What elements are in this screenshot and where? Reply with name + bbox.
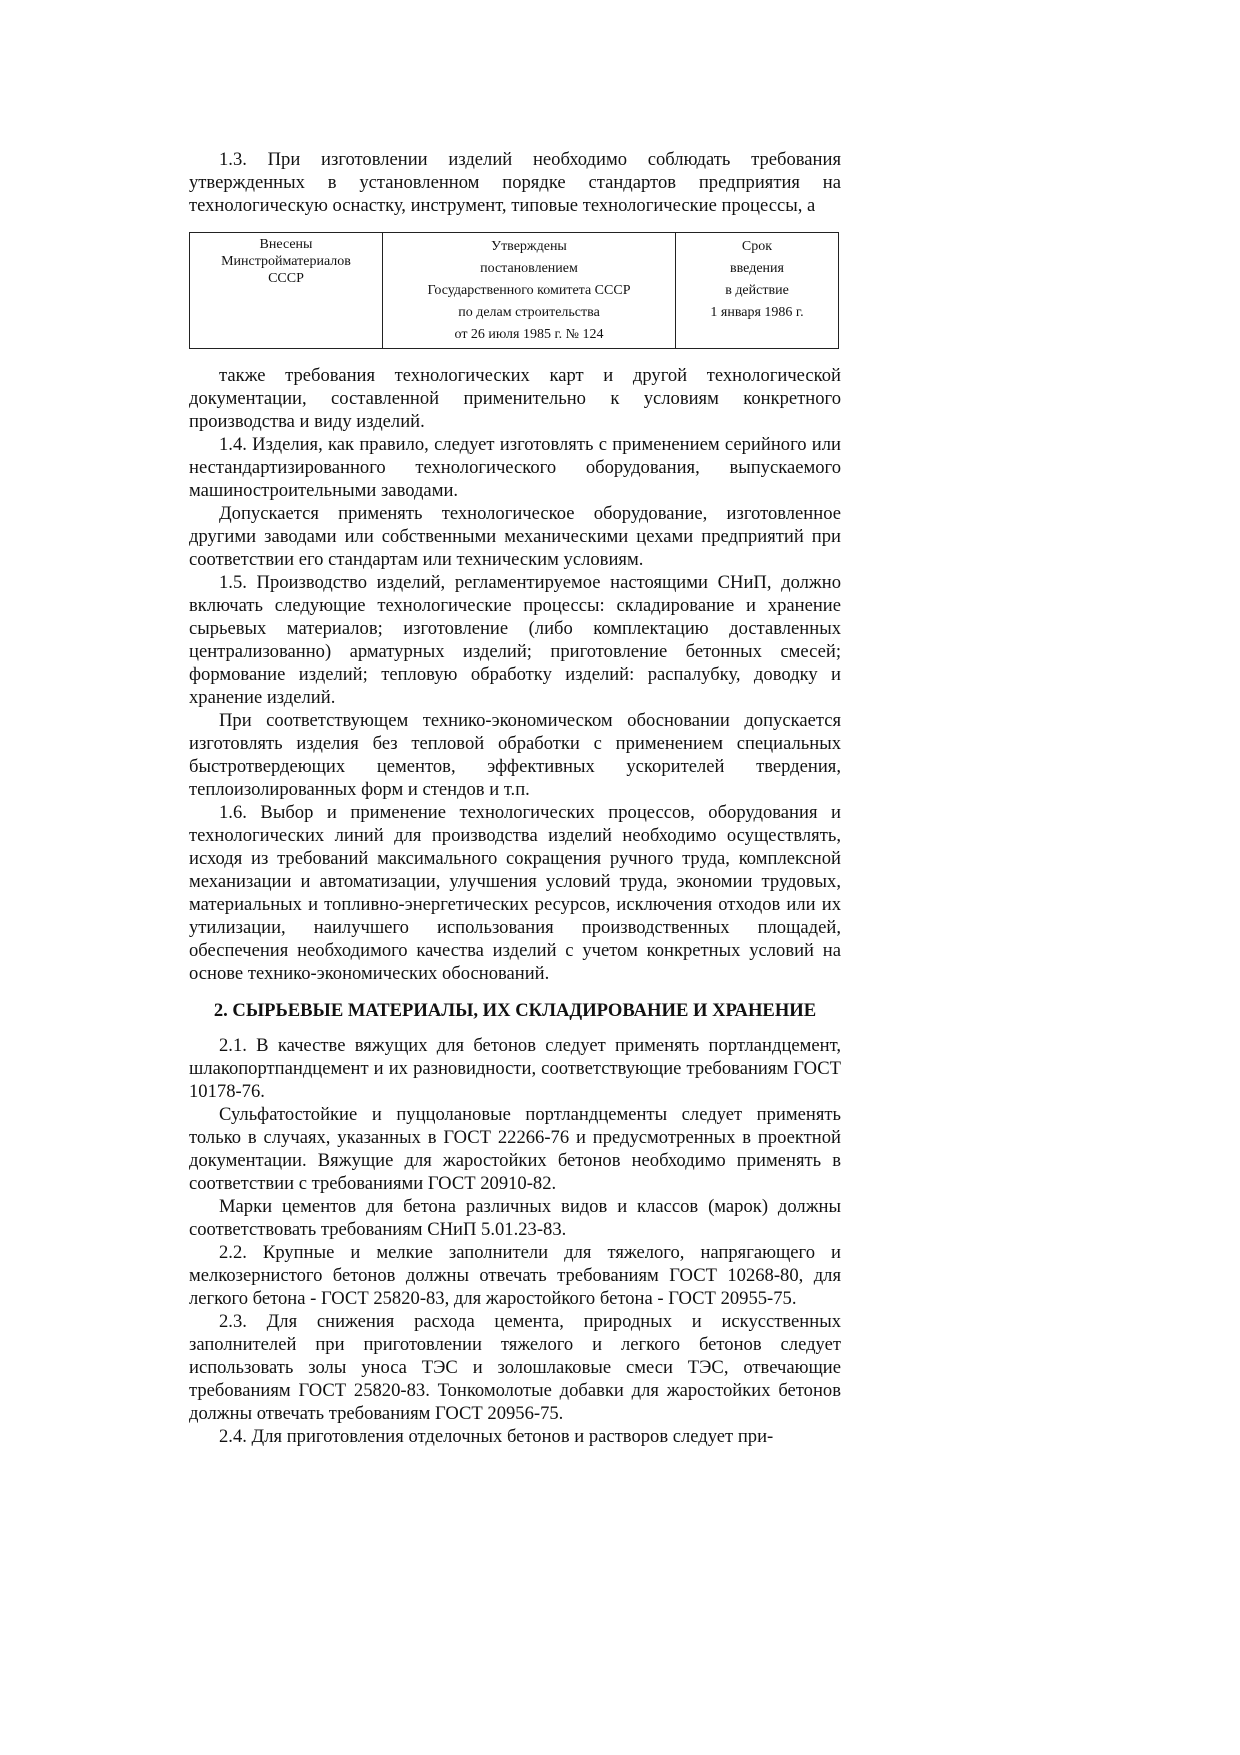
section-2-heading: 2. СЫРЬЕВЫЕ МАТЕРИАЛЫ, ИХ СКЛАДИРОВАНИЕ И ХРАНЕНИЕ — [213, 1000, 817, 1021]
approval-notice-table — [189, 232, 839, 349]
paragraph-continuation: также требования технологических карт и другой технологической документации, составленной применительно к условиям конкретного производства и виду изделий. — [189, 365, 841, 432]
paragraph-1-4: 1.4. Изделия, как правило, следует изготовлять с применением серийного или нестандартизированного технологического оборудования, выпускаемого машиностроительными заводами. — [189, 434, 841, 501]
notice-line: введения — [730, 261, 784, 276]
notice-line: Срок — [741, 239, 773, 254]
paragraph-1-5: 1.5. Производство изделий, регламентируемое настоящими СНиП, должно включать следующие технологические процессы: складирование и хранение сырьевых материалов; изготовление (либо комплектацию доставленных централизованно) арматурных изделий; приготовление бетонных смесей; формование изделий; тепловую обработку изделий: распалубку, доводку и хранение изделий. — [189, 572, 841, 708]
notice-line: Внесены — [259, 237, 313, 252]
notice-line: Минстройматериалов — [221, 254, 351, 269]
notice-line: по делам строительства — [458, 305, 600, 320]
paragraph-2-2: 2.2. Крупные и мелкие заполнители для тяжелого, напрягающего и мелкозернистого бетонов должны отвечать требованиям ГОСТ 10268-80, для легкого бетона - ГОСТ 25820-83, для жаростойкого бетона - ГОСТ 20955-75. — [189, 1242, 841, 1309]
notice-line: 1 января 1986 г. — [710, 305, 804, 320]
notice-line: СССР — [268, 271, 304, 286]
notice-line: Утверждены — [491, 239, 567, 254]
paragraph-2-1-grades: Марки цементов для бетона различных видов и классов (марок) должны соответствовать требованиям СНиП 5.01.23-83. — [189, 1196, 841, 1240]
paragraph-1-6: 1.6. Выбор и применение технологических процессов, оборудования и технологических линий для производства изделий необходимо осуществлять, исходя из требований максимального сокращения ручного труда, комплексной механизации и автоматизации, улучшения условий труда, экономии трудовых, материальных и топливно-энергетических ресурсов, исключения отходов или их утилизации, наилучшего использования производственных площадей, обеспечения необходимого качества изделий с учетом конкретных условий на основе технико-экономических обоснований. — [189, 802, 841, 984]
notice-line: постановлением — [480, 261, 578, 276]
paragraph-1-3: 1.3. При изготовлении изделий необходимо соблюдать требования утвержденных в установленном порядке стандартов предприятия на технологическую оснастку, инструмент, типовые технологические процессы, а — [189, 149, 841, 216]
paragraph-1-4-allowance: Допускается применять технологическое оборудование, изготовленное другими заводами или собственными механическими цехами предприятий при соответствии его стандартам или техническим условиям. — [189, 503, 841, 570]
notice-line: от 26 июля 1985 г. № 124 — [454, 327, 604, 342]
notice-line: Государственного комитета СССР — [427, 283, 631, 298]
notice-approved-cell — [383, 233, 676, 349]
paragraph-2-3: 2.3. Для снижения расхода цемента, природных и искусственных заполнителей при приготовлении тяжелого и легкого бетонов следует использовать золы уноса ТЭС и золошлаковые смеси ТЭС, отвечающие требованиям ГОСТ 25820-83. Тонкомолотые добавки для жаростойких бетонов должны отвечать требованиям ГОСТ 20956-75. — [189, 1311, 841, 1424]
paragraph-1-5-note: При соответствующем технико-экономическом обосновании допускается изготовлять изделия без тепловой обработки с применением специальных быстротвердеющих цементов, эффективных ускорителей твердения, теплоизолированных форм и стендов и т.п. — [189, 710, 841, 800]
paragraph-2-4: 2.4. Для приготовления отделочных бетонов и растворов следует при- — [219, 1426, 774, 1447]
notice-line: в действие — [725, 283, 789, 298]
paragraph-2-1-sulfate: Сульфатостойкие и пуццолановые портландцементы следует применять только в случаях, указанных в ГОСТ 22266-76 и предусмотренных в проектной документации. Вяжущие для жаростойких бетонов необходимо применять в соответствии с требованиями ГОСТ 20910-82. — [189, 1104, 841, 1194]
notice-introduced-cell — [190, 233, 383, 349]
paragraph-2-1: 2.1. В качестве вяжущих для бетонов следует применять портландцемент, шлакопортпандцемент и их разновидности, соответствующие требованиям ГОСТ 10178-76. — [189, 1035, 841, 1102]
document-page — [189, 148, 841, 1448]
notice-effective-date-cell — [676, 233, 839, 349]
